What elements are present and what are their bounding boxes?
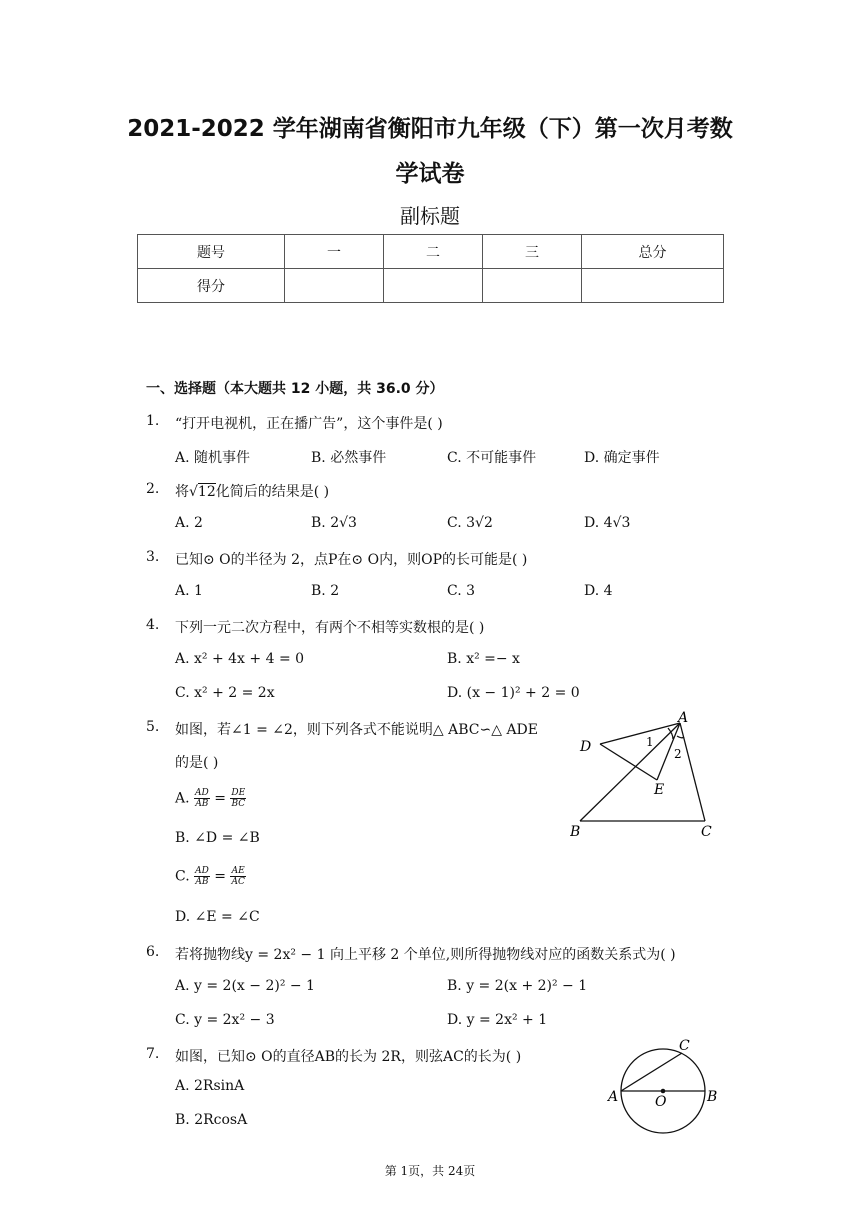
question-number: 3.: [146, 549, 160, 565]
question-text: 如图，已知⊙ O的直径AB的长为 2R，则弦AC的长为( ): [175, 1049, 522, 1065]
label-o: O: [655, 1094, 667, 1110]
question-number: 5.: [146, 719, 160, 735]
question-text-pre: 将: [175, 484, 189, 500]
paper-title: 2021-2022 学年湖南省衡阳市九年级（下）第一次月考数: [127, 116, 733, 142]
score-cell[interactable]: [483, 269, 582, 303]
question-number: 6.: [146, 944, 160, 960]
numerator: AD: [195, 866, 209, 876]
option-d: D. 4: [584, 583, 613, 599]
question-text: 若将抛物线y = 2x² − 1 向上平移 2 个单位,则所得抛物线对应的函数关系式为( ): [175, 947, 676, 963]
option-d: D. ∠E = ∠C: [175, 909, 260, 925]
score-header-cell: 题号: [138, 235, 285, 269]
equals-sign: =: [214, 790, 226, 807]
option-c: [175, 866, 246, 887]
section-heading: 一、选择题（本大题共 12 小题，共 36.0 分）: [146, 381, 444, 397]
radicand: 12: [197, 484, 216, 500]
option-c: C. x² + 2 = 2x: [175, 685, 275, 701]
fraction: [230, 788, 246, 809]
option-b: B. ∠D = ∠B: [175, 830, 260, 846]
score-header-cell: 一: [285, 235, 384, 269]
question-text: [175, 481, 329, 501]
score-cell[interactable]: [285, 269, 384, 303]
denominator: AB: [195, 877, 209, 887]
center-dot: [661, 1089, 666, 1094]
option-b: B. 2√3: [311, 515, 357, 531]
score-table: [137, 234, 724, 303]
question-text-post: 化简后的结果是( ): [215, 484, 330, 500]
question-number: 4.: [146, 617, 160, 633]
label-a: A: [608, 1089, 619, 1105]
option-d: D. 确定事件: [584, 450, 660, 466]
option-a: A. 2RsinA: [175, 1078, 245, 1094]
fraction: [230, 866, 245, 887]
question-number: 2.: [146, 481, 160, 497]
score-cell[interactable]: [582, 269, 724, 303]
option-c: C. 3√2: [447, 515, 493, 531]
option-b: B. x² =− x: [447, 651, 520, 667]
question-text: 已知⊙ O的半径为 2，点P在⊙ O内，则OP的长可能是( ): [175, 552, 528, 568]
denominator: AC: [231, 877, 245, 887]
option-a: A. y = 2(x − 2)² − 1: [175, 978, 315, 994]
question-text: 如图，若∠1 = ∠2，则下列各式不能说明△ ABC∽△ ADE: [175, 722, 538, 738]
score-header-cell: 三: [483, 235, 582, 269]
option-b: B. 必然事件: [311, 450, 387, 466]
question-number: 7.: [146, 1046, 160, 1062]
option-a: A. 随机事件: [175, 450, 251, 466]
segment-ab: [580, 723, 680, 821]
score-row-label: 得分: [138, 269, 285, 303]
triangle-figure: [570, 708, 730, 843]
score-header-cell: 二: [384, 235, 483, 269]
label-b: B: [707, 1089, 718, 1105]
paper-subtitle: 副标题: [400, 204, 460, 228]
score-table-header-row: [138, 235, 724, 269]
option-b: B. 2RcosA: [175, 1112, 248, 1128]
option-b: B. 2: [311, 583, 340, 599]
paper-title-cont: 学试卷: [395, 161, 465, 187]
option-c: C. 3: [447, 583, 476, 599]
question-text: “打开电视机，正在播广告”，这个事件是( ): [175, 416, 443, 432]
option-a: A. 1: [175, 583, 203, 599]
sqrt-symbol: √: [189, 484, 198, 500]
fraction: [194, 788, 210, 809]
segment-ad: [600, 723, 680, 744]
option-label: C.: [175, 868, 190, 885]
denominator: BC: [231, 799, 246, 809]
numerator: AD: [195, 788, 209, 798]
circle-figure: [600, 1036, 725, 1136]
page-footer: 第 1页，共 24页: [384, 1164, 476, 1178]
denominator: AB: [195, 799, 209, 809]
fraction: [194, 866, 210, 887]
label-e: E: [654, 782, 665, 798]
score-table-score-row: [138, 269, 724, 303]
label-c: C: [701, 824, 712, 840]
question-text-cont: 的是( ): [175, 755, 219, 771]
option-c: C. y = 2x² − 3: [175, 1012, 275, 1028]
option-d: D. y = 2x² + 1: [447, 1012, 548, 1028]
label-a: A: [678, 710, 689, 726]
equals-sign: =: [214, 868, 227, 885]
numerator: DE: [231, 788, 246, 798]
question-text: 下列一元二次方程中，有两个不相等实数根的是( ): [175, 620, 485, 636]
question-number: 1.: [146, 413, 160, 429]
option-a: A. x² + 4x + 4 = 0: [175, 651, 305, 667]
score-cell[interactable]: [384, 269, 483, 303]
option-label: A.: [175, 790, 190, 807]
label-c: C: [679, 1038, 690, 1054]
option-d: D. (x − 1)² + 2 = 0: [447, 685, 580, 701]
option-a: A. 2: [175, 515, 203, 531]
segment-de: [600, 744, 657, 780]
label-b: B: [570, 824, 581, 840]
option-d: D. 4√3: [584, 515, 631, 531]
label-d: D: [580, 739, 592, 755]
score-header-cell: 总分: [582, 235, 724, 269]
option-a: [175, 788, 246, 809]
numerator: AE: [231, 866, 245, 876]
label-angle-1: 1: [646, 735, 654, 749]
option-b: B. y = 2(x + 2)² − 1: [447, 978, 588, 994]
chord-ac: [621, 1053, 682, 1091]
label-angle-2: 2: [674, 747, 682, 761]
option-c: C. 不可能事件: [447, 450, 537, 466]
